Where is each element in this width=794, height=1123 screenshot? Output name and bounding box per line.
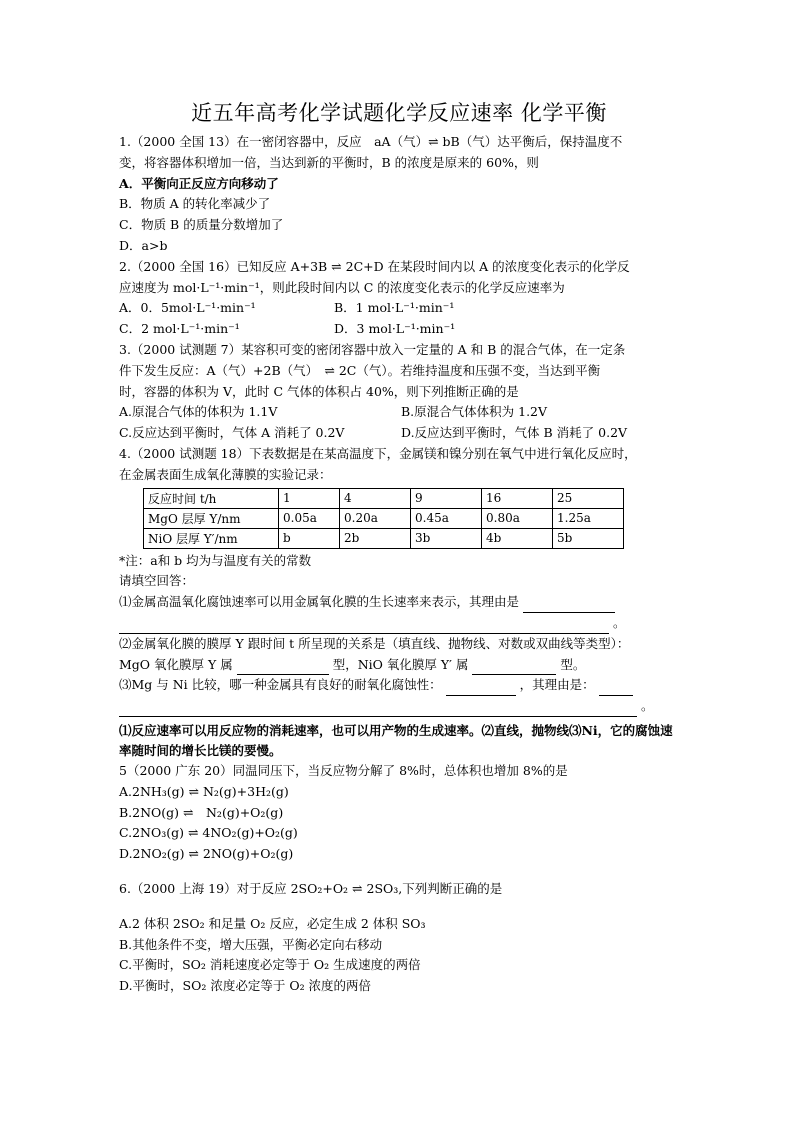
question-4 [119,444,679,761]
q4-stem-line1: 4.（2000 试测题 18）下表数据是在某高温度下，金属镁和镍分别在氧气中进行氧化反应时， [119,445,637,461]
q6-option-d: D.平衡时，SO₂ 浓度必定等于 O₂ 浓度的两倍 [119,978,372,994]
q3-options-row2 [119,423,679,444]
q2-options-row2 [119,319,679,340]
q3-stem-line2: 件下发生反应：A（气）+2B（气） ⇌ 2C（气）。若维持温度和压强不变，当达到平衡 [119,362,601,378]
q6-option-b: B.其他条件不变，增大压强，平衡必定向右移动 [119,936,383,952]
q4-sub1-text: ⑴金属高温氧化腐蚀速率可以用金属氧化膜的生长速率来表示，其理由是 [119,594,520,610]
answer-blank-1a[interactable] [523,599,615,613]
q5-option-a: A.2NH₃(g) ⇌ N₂(g)+3H₂(g) [119,783,289,799]
q1-option-c: C．物质 B 的质量分数增加了 [119,217,284,233]
q1-stem-line2: 变，将容器体积增加一倍，当达到新的平衡时，B 的浓度是原来的 60%，则 [119,154,539,170]
answer-blank-nio-type[interactable] [472,661,556,675]
q4-sub3 [119,675,679,696]
table-cell: 反应时间 t/h [144,488,279,508]
q4-sub1-cont [119,613,679,634]
q4-sub3-reason-label: ，其理由是： [519,677,595,693]
q3-option-c: C.反应达到平衡时，气体 A 消耗了 0.2V [119,425,345,441]
q4-sub2-mgo-label: MgO 氧化膜厚 Y 属 [119,656,233,672]
table-cell: 16 [482,488,553,508]
oxidation-data-table [143,488,624,549]
q4-table-note: *注：a和 b 均为与温度有关的常数 [119,552,312,568]
q6-option-c: C.平衡时，SO₂ 消耗速度必定等于 O₂ 生成速度的两倍 [119,957,421,973]
question-5 [119,761,679,865]
table-cell: 1.25a [553,508,624,528]
q6-option-a: A.2 体积 2SO₂ 和足量 O₂ 反应，必定生成 2 体积 SO₃ [119,915,426,931]
answer-blank-mgo-type[interactable] [237,661,329,675]
q1-option-a: A．平衡向正反应方向移动了 [119,175,279,191]
q4-sub2-line2 [119,655,679,676]
q2-option-d: D．3 mol·L⁻¹·min⁻¹ [334,321,456,337]
q4-sub3-cont [119,696,679,717]
q3-options-row1 [119,402,679,423]
answer-blank-metal[interactable] [446,682,516,696]
table-cell: 0.05a [279,508,340,528]
q4-sub3-text: ⑶Mg 与 Ni 比较，哪一种金属具有良好的耐氧化腐蚀性： [119,677,442,693]
q2-stem-line2: 应速度为 mol·L⁻¹·min⁻¹，则此段时间内以 C 的浓度变化表示的化学反应速率为 [119,279,565,295]
table-cell: MgO 层厚 Y/nm [144,508,279,528]
question-6 [119,879,679,997]
q2-options-row1 [119,298,679,319]
table-row [144,488,624,508]
q2-stem-line1: 2.（2000 全国 16）已知反应 A+3B ⇌ 2C+D 在某段时间内以 A 的浓度变化表示的化学反 [119,258,630,274]
q1-option-d: D．a>b [119,237,168,253]
q2-option-c: C．2 mol·L⁻¹·min⁻¹ [119,321,240,337]
table-cell: 2b [340,528,411,548]
q3-option-a: A.原混合气体的体积为 1.1V [119,404,278,420]
q1-stem-line1: 1.（2000 全国 13）在一密闭容器中，反应 aA（气）⇌ bB（气）达平衡后，保持温度不 [119,134,623,149]
table-cell: 5b [553,528,624,548]
q3-option-d: D.反应达到平衡时，气体 B 消耗了 0.2V [401,425,628,441]
table-cell: 0.20a [340,508,411,528]
answer-blank-reason-b[interactable] [119,703,637,717]
q5-option-b: B.2NO(g) ⇌ N₂(g)+O₂(g) [119,804,284,820]
q3-stem-line1: 3.（2000 试测题 7）某容积可变的密闭容器中放入一定量的 A 和 B 的混合气体，在一定条 [119,341,626,357]
table-cell: 3b [411,528,482,548]
table-cell: 4 [340,488,411,508]
answer-blank-reason-a[interactable] [599,682,633,696]
document-title: 近五年高考化学试题化学反应速率 化学平衡 [191,101,607,125]
table-row [144,528,624,548]
q4-sub2-line1: ⑵金属氧化膜的膜厚 Y 跟时间 t 所呈现的关系是（填直线、抛物线、对数或双曲线等类型）： [119,635,630,651]
q2-option-b: B．1 mol·L⁻¹·min⁻¹ [334,300,455,316]
q5-option-d: D.2NO₂(g) ⇌ 2NO(g)+O₂(g) [119,846,294,862]
q1-option-b: B．物质 A 的转化率减少了 [119,196,271,212]
document-page [119,100,679,997]
q4-answer: ⑴反应速率可以用反应物的消耗速率，也可以用产物的生成速率。⑵直线，抛物线⑶Ni，它的腐蚀速率随时间的增长比镁的要慢。 [119,722,673,758]
answer-blank-1b[interactable] [119,620,609,634]
q4-sub1 [119,592,679,613]
question-1 [119,132,679,257]
q6-stem: 6.（2000 上海 19）对于反应 2SO₂+O₂ ⇌ 2SO₃,下列判断正确的是 [119,880,503,896]
table-cell: b [279,528,340,548]
q4-sub3-end: 。 [640,698,654,714]
q5-option-c: C.2NO₃(g) ⇌ 4NO₂(g)+O₂(g) [119,825,298,841]
table-cell: 9 [411,488,482,508]
table-cell: NiO 层厚 Y′/nm [144,528,279,548]
q4-prompt: 请填空回答： [119,573,195,589]
q2-option-a: A．0．5mol·L⁻¹·min⁻¹ [119,300,256,316]
table-cell: 25 [553,488,624,508]
table-cell: 0.45a [411,508,482,528]
table-row [144,508,624,528]
q4-sub2-nio-label: 型，NiO 氧化膜厚 Y′ 属 [332,656,469,672]
q4-sub2-end: 型。 [560,656,586,672]
table-cell: 0.80a [482,508,553,528]
q3-stem-line3: 时，容器的体积为 V，此时 C 气体的体积占 40%，则下列推断正确的是 [119,383,519,399]
q3-option-b: B.原混合气体体积为 1.2V [401,404,548,420]
q5-stem: 5（2000 广东 20）同温同压下，当反应物分解了 8%时，总体积也增加 8%的是 [119,762,568,778]
question-2 [119,257,679,340]
table-cell: 1 [279,488,340,508]
q4-sub1-end: 。 [612,614,626,630]
q4-stem-line2: 在金属表面生成氧化薄膜的实验记录： [119,466,332,482]
question-3 [119,340,679,444]
table-cell: 4b [482,528,553,548]
